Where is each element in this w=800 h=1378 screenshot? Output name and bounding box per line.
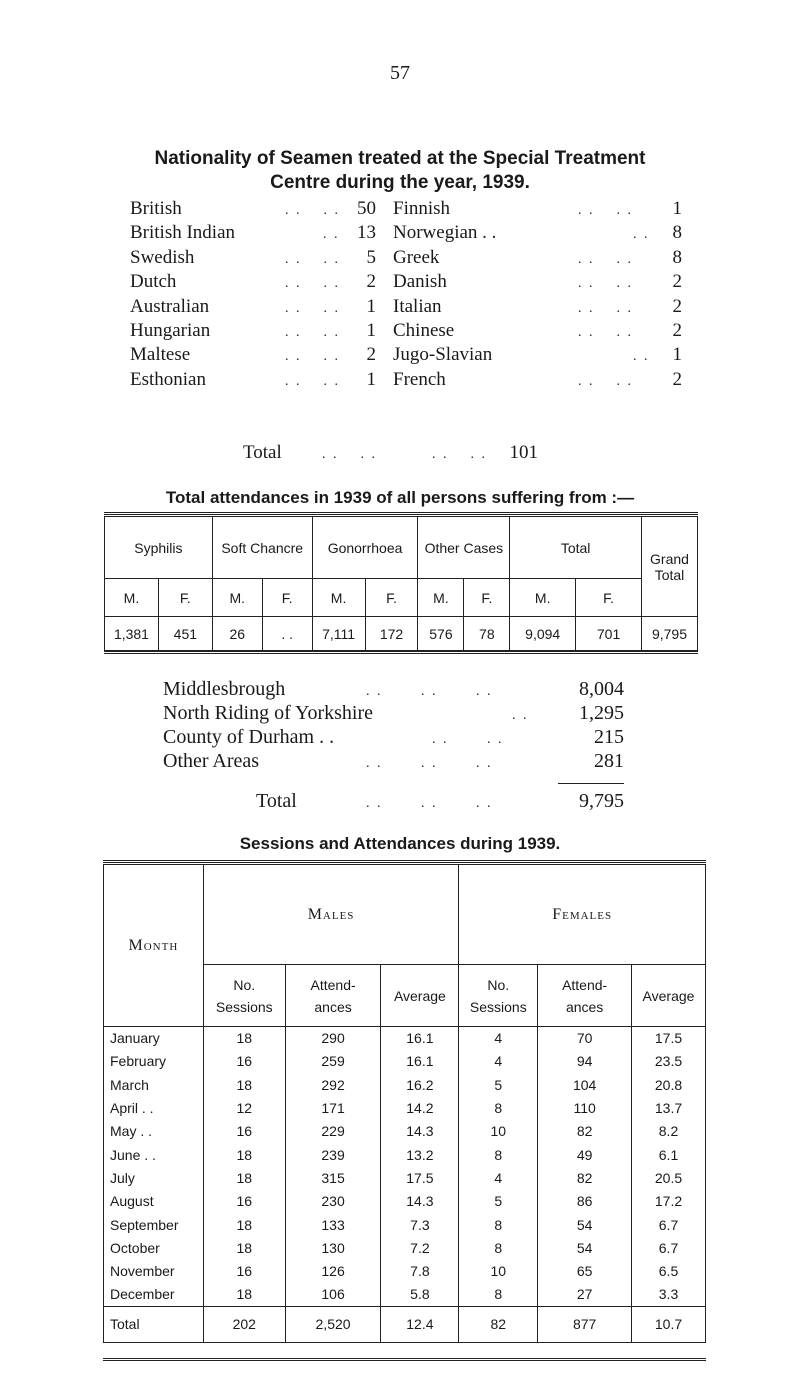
rule (103, 860, 706, 863)
attendance-heading: Total attendances in 1939 of all persons suffering from :— (165, 488, 635, 507)
table-row (104, 1213, 706, 1236)
nationality-count: 50 (357, 198, 376, 219)
value-cell: 126 (285, 1259, 381, 1282)
attendance-value: 7,111 (312, 617, 365, 651)
leader-dots: . . . . . . (366, 796, 493, 811)
value-cell: 106 (285, 1283, 381, 1306)
table-row (104, 1190, 706, 1213)
nationality-count: 8 (672, 222, 682, 244)
sex-header: F. (365, 579, 418, 617)
nationality-count: 1 (366, 295, 376, 317)
value-cell: 8 (459, 1283, 538, 1306)
area-value: 215 (594, 726, 624, 748)
sex-header: F. (158, 579, 212, 617)
month-cell: February (104, 1050, 204, 1073)
nationality-name: Finnish (393, 198, 451, 219)
value-cell: 259 (285, 1050, 381, 1073)
value-cell: 4 (459, 1027, 538, 1050)
area-name: Other Areas (163, 750, 260, 772)
value-cell: 27 (538, 1283, 632, 1306)
header-soft-chancre: Soft Chancre (212, 517, 312, 579)
attendance-value: 9,795 (641, 617, 697, 651)
value-cell: 230 (285, 1190, 381, 1213)
column-header: Average (632, 965, 706, 1027)
attendance-table (104, 516, 698, 651)
month-cell: July (104, 1166, 204, 1189)
value-cell: 10 (459, 1259, 538, 1282)
leader-dots: . . . . . . (366, 756, 493, 771)
total-value: 877 (538, 1306, 632, 1342)
value-cell: 54 (538, 1236, 632, 1259)
sex-header: M. (105, 579, 159, 617)
nationality-name: Chinese (393, 320, 455, 341)
header-total: Total (510, 517, 642, 579)
nationality-name: British Indian (130, 222, 236, 244)
value-cell: 82 (538, 1120, 632, 1143)
leader-dots: . . . . (285, 325, 340, 340)
table-row (104, 1120, 706, 1143)
page-number: 57 (390, 62, 410, 84)
value-cell: 239 (285, 1143, 381, 1166)
nationality-name: Italian (393, 295, 442, 317)
value-cell: 4 (459, 1050, 538, 1073)
value-cell: 8 (459, 1236, 538, 1259)
value-cell: 7.2 (381, 1236, 459, 1259)
nationality-count: 2 (672, 320, 682, 341)
value-cell: 18 (203, 1027, 285, 1050)
value-cell: 18 (203, 1073, 285, 1096)
total-value: 82 (459, 1306, 538, 1342)
value-cell: 4 (459, 1166, 538, 1189)
rule (103, 1358, 706, 1361)
total-value: 202 (203, 1306, 285, 1342)
table-row (104, 1259, 706, 1282)
value-cell: 292 (285, 1073, 381, 1096)
value-cell: 6.5 (632, 1259, 706, 1282)
rule (104, 512, 698, 515)
table-row (104, 1283, 706, 1306)
header-gonorrhoea: Gonorrhoea (312, 517, 418, 579)
value-cell: 16 (203, 1259, 285, 1282)
month-cell: January (104, 1027, 204, 1050)
nationality-name: Swedish (130, 246, 195, 268)
nationality-title-line2: Centre during the year, 1939. (270, 172, 530, 193)
value-cell: 65 (538, 1259, 632, 1282)
sex-header: F. (464, 579, 510, 617)
nationality-count: 1 (672, 198, 682, 219)
leader-dots: . . . . (578, 373, 633, 389)
nationality-count: 2 (672, 295, 682, 317)
month-cell: September (104, 1213, 204, 1236)
nationality-name: British (130, 198, 182, 219)
attendance-value: 576 (418, 617, 464, 651)
value-cell: 18 (203, 1166, 285, 1189)
nationality-count: 13 (357, 222, 376, 244)
table-row (104, 1050, 706, 1073)
value-cell: 16.2 (381, 1073, 459, 1096)
value-cell: 13.7 (632, 1096, 706, 1119)
nationality-name: Esthonian (130, 368, 206, 390)
month-cell: October (104, 1236, 204, 1259)
total-value: 10.7 (632, 1306, 706, 1342)
value-cell: 6.7 (632, 1236, 706, 1259)
value-cell: 14.2 (381, 1096, 459, 1119)
month-cell: May . . (104, 1120, 204, 1143)
nationality-count: 5 (366, 246, 376, 268)
leader-dots: . . . . (285, 373, 340, 389)
attendance-subheader-row (105, 579, 698, 617)
sex-header: M. (312, 579, 365, 617)
attendance-values-row (105, 617, 698, 651)
value-cell: 110 (538, 1096, 632, 1119)
header-month: Month (104, 865, 204, 1027)
value-cell: 6.1 (632, 1143, 706, 1166)
value-cell: 5 (459, 1190, 538, 1213)
column-header: No. Sessions (459, 965, 538, 1027)
attendance-value: 172 (365, 617, 418, 651)
leader-dots: . . . . (578, 325, 633, 340)
month-cell: November (104, 1259, 204, 1282)
area-name: Middlesbrough (163, 678, 286, 700)
leader-dots: . . . . (578, 251, 633, 267)
value-cell: 104 (538, 1073, 632, 1096)
leader-dots: . . . . (285, 349, 340, 365)
attendance-value: 26 (212, 617, 262, 651)
leader-dots: . . . . (578, 203, 633, 218)
attendance-value: 451 (158, 617, 212, 651)
nationality-name: Danish (393, 271, 447, 293)
value-cell: 290 (285, 1027, 381, 1050)
table-row (104, 1027, 706, 1050)
leader-dots: . . (578, 227, 650, 243)
areas-total-label: Total (256, 790, 297, 812)
leader-dots: . . (512, 708, 529, 723)
value-cell: 16 (203, 1120, 285, 1143)
sex-header: M. (418, 579, 464, 617)
value-cell: 14.3 (381, 1190, 459, 1213)
value-cell: 86 (538, 1190, 632, 1213)
sessions-table (103, 864, 706, 1343)
header-syphilis: Syphilis (105, 517, 213, 579)
value-cell: 17.5 (381, 1166, 459, 1189)
leader-dots: . . . . . . (366, 684, 493, 699)
value-cell: 12 (203, 1096, 285, 1119)
column-header: Average (381, 965, 459, 1027)
header-males: Males (203, 865, 459, 965)
nationality-count: 1 (672, 344, 682, 366)
area-value: 8,004 (579, 678, 624, 700)
value-cell: 5.8 (381, 1283, 459, 1306)
total-value: 2,520 (285, 1306, 381, 1342)
leader-dots: . . (323, 227, 340, 243)
nationality-count: 1 (366, 320, 376, 341)
leader-dots: . . (578, 349, 650, 365)
leader-dots: . . . . (285, 203, 340, 218)
value-cell: 82 (538, 1166, 632, 1189)
attendance-value: 1,381 (105, 617, 159, 651)
sex-header: M. (510, 579, 576, 617)
total-value: 12.4 (381, 1306, 459, 1342)
column-header: Attend- ances (285, 965, 381, 1027)
nationality-count: 1 (366, 368, 376, 390)
sex-header: F. (262, 579, 312, 617)
value-cell: 49 (538, 1143, 632, 1166)
nationality-count: 2 (366, 271, 376, 293)
value-cell: 18 (203, 1213, 285, 1236)
value-cell: 6.7 (632, 1213, 706, 1236)
total-label: Total (104, 1306, 204, 1342)
value-cell: 130 (285, 1236, 381, 1259)
leader-dots: . . . . (578, 276, 633, 292)
leader-dots: . . . . . . . . (322, 447, 487, 462)
attendance-value: 9,094 (510, 617, 576, 651)
month-cell: August (104, 1190, 204, 1213)
nationality-name: Norwegian . . (393, 222, 497, 244)
areas-total-value: 9,795 (579, 790, 624, 812)
leader-dots: . . . . (285, 276, 340, 292)
nationality-name: Maltese (130, 344, 191, 366)
month-cell: March (104, 1073, 204, 1096)
nationality-name: Hungarian (130, 320, 211, 341)
table-row (104, 1166, 706, 1189)
nationality-count: 2 (672, 271, 682, 293)
value-cell: 54 (538, 1213, 632, 1236)
value-cell: 8 (459, 1143, 538, 1166)
attendance-value: 78 (464, 617, 510, 651)
sessions-body (104, 1027, 706, 1307)
nationality-title-line1: Nationality of Seamen treated at the Special Treatment (154, 148, 646, 169)
value-cell: 8.2 (632, 1120, 706, 1143)
value-cell: 8 (459, 1213, 538, 1236)
nationality-name: Dutch (130, 271, 177, 293)
value-cell: 229 (285, 1120, 381, 1143)
attendance-value: 701 (576, 617, 642, 651)
nationality-count: 8 (672, 246, 682, 268)
nationality-name: Australian (130, 295, 210, 317)
value-cell: 315 (285, 1166, 381, 1189)
value-cell: 171 (285, 1096, 381, 1119)
value-cell: 18 (203, 1143, 285, 1166)
value-cell: 16 (203, 1050, 285, 1073)
month-cell: June . . (104, 1143, 204, 1166)
value-cell: 13.2 (381, 1143, 459, 1166)
nationality-name: Jugo-Slavian (393, 344, 493, 366)
nationality-count: 2 (672, 368, 682, 390)
table-row (104, 1073, 706, 1096)
value-cell: 16.1 (381, 1050, 459, 1073)
column-header: No. Sessions (203, 965, 285, 1027)
value-cell: 70 (538, 1027, 632, 1050)
value-cell: 16.1 (381, 1027, 459, 1050)
rule (558, 783, 624, 784)
table-row (104, 1236, 706, 1259)
column-header: Attend- ances (538, 965, 632, 1027)
rule (104, 651, 698, 654)
nationality-total-value: 101 (509, 442, 538, 463)
sessions-total-row (104, 1306, 706, 1342)
value-cell: 17.2 (632, 1190, 706, 1213)
header-grand-total: Grand Total (641, 517, 697, 617)
value-cell: 18 (203, 1283, 285, 1306)
month-cell: April . . (104, 1096, 204, 1119)
leader-dots: . . . . (432, 732, 504, 747)
value-cell: 94 (538, 1050, 632, 1073)
value-cell: 17.5 (632, 1027, 706, 1050)
header-other-cases: Other Cases (418, 517, 510, 579)
sex-header: M. (212, 579, 262, 617)
sex-header: F. (576, 579, 642, 617)
value-cell: 20.8 (632, 1073, 706, 1096)
value-cell: 18 (203, 1236, 285, 1259)
area-name: North Riding of Yorkshire (163, 702, 374, 724)
value-cell: 7.3 (381, 1213, 459, 1236)
table-row (104, 1096, 706, 1119)
value-cell: 133 (285, 1213, 381, 1236)
header-females: Females (459, 865, 706, 965)
nationality-name: Greek (393, 246, 440, 268)
value-cell: 10 (459, 1120, 538, 1143)
value-cell: 3.3 (632, 1283, 706, 1306)
table-row (104, 1143, 706, 1166)
month-cell: December (104, 1283, 204, 1306)
leader-dots: . . . . (285, 251, 340, 267)
sessions-heading: Sessions and Attendances during 1939. (239, 834, 561, 853)
value-cell: 16 (203, 1190, 285, 1213)
area-value: 1,295 (579, 702, 624, 724)
area-value: 281 (594, 750, 624, 772)
nationality-name: French (393, 368, 446, 390)
value-cell: 8 (459, 1096, 538, 1119)
value-cell: 14.3 (381, 1120, 459, 1143)
nationality-total-label: Total (243, 442, 282, 463)
value-cell: 20.5 (632, 1166, 706, 1189)
value-cell: 7.8 (381, 1259, 459, 1282)
attendance-value: . . (262, 617, 312, 651)
value-cell: 23.5 (632, 1050, 706, 1073)
value-cell: 5 (459, 1073, 538, 1096)
leader-dots: . . . . (285, 300, 340, 316)
area-name: County of Durham . . (163, 726, 335, 748)
leader-dots: . . . . (578, 300, 633, 316)
nationality-count: 2 (366, 344, 376, 366)
